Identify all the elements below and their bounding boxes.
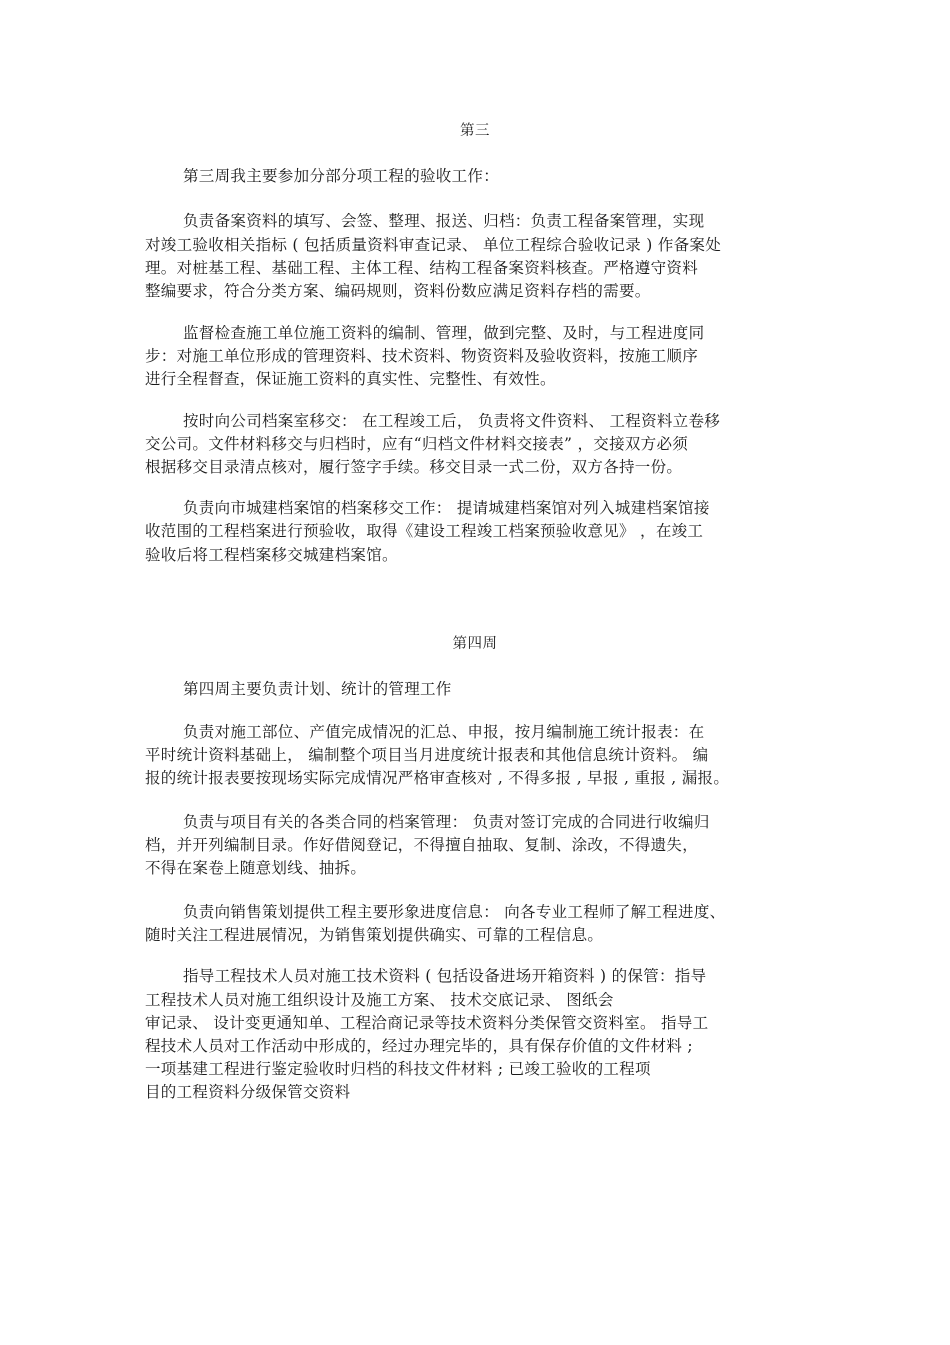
- week4-para4-line: 审记录、 设计变更通知单、工程洽商记录等技术资料分类保管交资料室。 指导工: [145, 1014, 709, 1032]
- week3-para2-line: 进行全程督查，保证施工资料的真实性、完整性、有效性。: [145, 370, 556, 388]
- week4-para4-line: 一项基建工程进行鉴定验收时归档的科技文件材料 ; 已竣工验收的工程项: [145, 1060, 651, 1078]
- week4-intro: 第四周主要负责计划、统计的管理工作: [183, 680, 452, 698]
- week4-para3-line: 负责向销售策划提供工程主要形象进度信息： 向各专业工程师了解工程进度、: [183, 903, 726, 921]
- week3-para3-line: 根据移交目录清点核对，履行签字手续。移交目录一式二份，双方各持一份。: [145, 458, 683, 476]
- week4-para4-line: 目的工程资料分级保管交资料: [145, 1083, 351, 1101]
- week4-para3-line: 随时关注工程进展情况，为销售策划提供确实、可靠的工程信息。: [145, 926, 604, 944]
- week3-heading: 第三: [460, 123, 490, 139]
- week3-para1-line: 理。对桩基工程、基础工程、主体工程、结构工程备案资料核查。严格遵守资料: [145, 259, 699, 277]
- week4-heading: 第四周: [452, 636, 498, 652]
- week4-para1-line: 平时统计资料基础上， 编制整个项目当月进度统计报表和其他信息统计资料。 编: [145, 746, 709, 764]
- week3-para4-line: 验收后将工程档案移交城建档案馆。: [145, 546, 398, 564]
- week4-para4-line: 工程技术人员对施工组织设计及施工方案、 技术交底记录、 图纸会: [145, 991, 614, 1009]
- week4-para4-line: 指导工程技术人员对施工技术资料 ( 包括设备进场开箱资料 ) 的保管：指导: [183, 967, 707, 985]
- week3-para1-line: 整编要求，符合分类方案、编码规则，资料份数应满足资料存档的需要。: [145, 282, 651, 300]
- week4-para2-line: 不得在案卷上随意划线、抽拆。: [145, 859, 367, 877]
- week3-para2-line: 步：对施工单位形成的管理资料、技术资料、物资资料及验收资料，按施工顺序: [145, 347, 699, 365]
- week4-para2-line: 负责与项目有关的各类合同的档案管理： 负责对签订完成的合同进行收编归: [183, 813, 710, 831]
- week3-intro: 第三周我主要参加分部分项工程的验收工作：: [183, 167, 500, 185]
- week4-para1-line: 报的统计报表要按现场实际完成情况严格审查核对 , 不得多报 , 早报 , 重报 , 漏报。: [145, 769, 730, 787]
- week3-para2-line: 监督检查施工单位施工资料的编制、管理，做到完整、及时，与工程进度同: [183, 324, 705, 342]
- week3-para1-line: 负责备案资料的填写、会签、整理、报送、归档：负责工程备案管理，实现: [183, 212, 705, 230]
- week3-para4-line: 收范围的工程档案进行预验收，取得《建设工程竣工档案预验收意见》 ，在竣工: [145, 522, 704, 540]
- week3-para3-line: 交公司。文件材料移交与归档时，应有“归档文件材料交接表” ，交接双方必须: [145, 435, 689, 453]
- week4-para4-line: 程技术人员对工作活动中形成的，经过办理完毕的，具有保存价值的文件材料 ;: [145, 1037, 693, 1055]
- week3-para4-line: 负责向市城建档案馆的档案移交工作： 提请城建档案馆对列入城建档案馆接: [183, 499, 710, 517]
- week4-para2-line: 档，并开列编制目录。作好借阅登记，不得擅自抽取、复制、涂改，不得遗失，: [145, 836, 699, 854]
- week3-para3-line: 按时向公司档案室移交： 在工程竣工后， 负责将文件资料、 工程资料立卷移: [183, 412, 721, 430]
- week3-para1-line: 对竣工验收相关指标 ( 包括质量资料审查记录、 单位工程综合验收记录 ) 作备案处: [145, 236, 722, 254]
- week4-para1-line: 负责对施工部位、产值完成情况的汇总、申报，按月编制施工统计报表：在: [183, 723, 705, 741]
